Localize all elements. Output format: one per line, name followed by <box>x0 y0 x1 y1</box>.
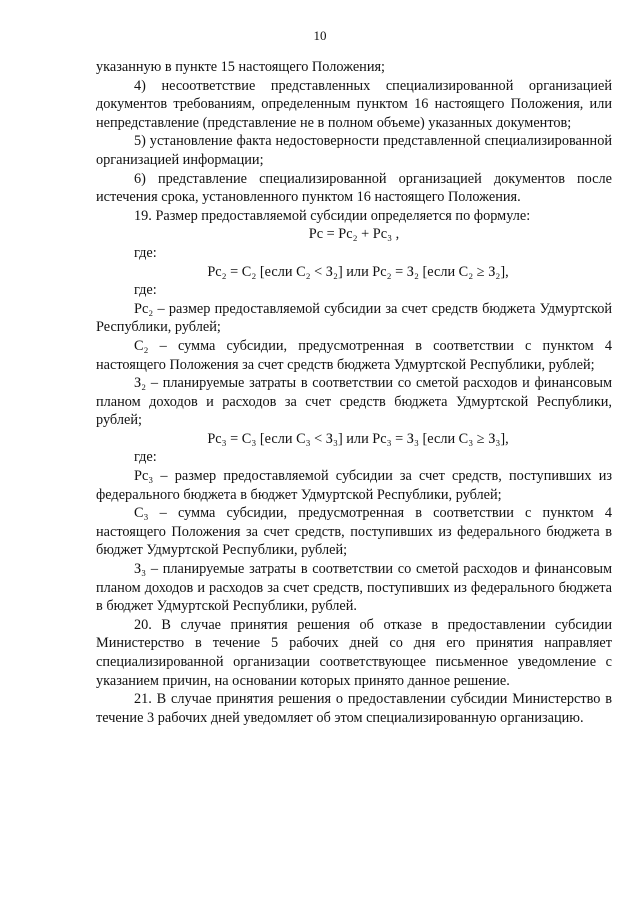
definition-rs2: Рс₂ – размер предоставляемой субсидии за счет средств бюджета Удмуртской Республики, рублей; <box>96 300 612 336</box>
where-label-2: где: <box>134 282 157 299</box>
paragraph-item-6: 6) представление специализированной организацией документов после истечения срока, установленного пунктом 16 настоящего Положения. <box>96 170 612 206</box>
paragraph-item-4: 4) несоответствие представленных специализированной организацией документов требованиям, определенным пунктом 16 настоящего Положения, или непредставление (представление не в полном объеме) указанных документов; <box>96 77 612 131</box>
paragraph-20: 20. В случае принятия решения об отказе в предоставлении субсидии Министерство в течение 5 рабочих дней со дня его принятия направляет специализированной организации соответствующее письменное уведомление с указанием причин, на основании которых принято данное решение. <box>96 616 612 689</box>
definition-rs3: Рс₃ – размер предоставляемой субсидии за счет средств, поступивших из федерального бюджета в бюджет Удмуртской Республики, рублей; <box>96 468 612 503</box>
paragraph-item-5: 5) установление факта недостоверности представленной специализированной организацией информации; <box>96 133 612 168</box>
page-number: 10 <box>313 28 327 43</box>
formula-total-subsidy: Рс = Рс₂ + Рс₃ , <box>308 226 400 243</box>
paragraph-19: 19. Размер предоставляемой субсидии определяется по формуле: <box>134 207 531 224</box>
where-label-1: где: <box>134 244 157 261</box>
definition-z2: З₂ – планируемые затраты в соответствии со сметой расходов и финансовым планом доходов и расходов за счет средств бюджета Удмуртской Республики, рублей; <box>96 375 612 429</box>
definition-c3: С₃ – сумма субсидии, предусмотренная в соответствии с пунктом 4 настоящего Положения за счет средств, поступивших из федерального бюджета в бюджет Удмуртской Республики, рублей; <box>96 505 612 559</box>
definition-z3: З₃ – планируемые затраты в соответствии со сметой расходов и финансовым планом доходов и расходов за счет средств, поступивших из федерального бюджета в бюджет Удмуртской Республики, рублей. <box>96 561 612 615</box>
definition-c2: С₂ – сумма субсидии, предусмотренная в соответствии с пунктом 4 настоящего Положения за счет средств бюджета Удмуртской Республики, рублей; <box>96 337 612 373</box>
paragraph-continuation: указанную в пункте 15 настоящего Положения; <box>96 59 386 75</box>
document-body <box>96 58 612 727</box>
paragraph-21: 21. В случае принятия решения о предоставлении субсидии Министерство в течение 3 рабочих дней уведомляет об этом специализированную организацию. <box>96 691 612 726</box>
where-label-3: где: <box>134 449 157 466</box>
formula-federal-subsidy: Рс₃ = С₃ [если С₃ < З₃] или Рс₃ = З₃ [если С₃ ≥ З₃], <box>207 430 509 447</box>
formula-regional-subsidy: Рс₂ = С₂ [если С₂ < З₂] или Рс₂ = З₂ [если С₂ ≥ З₂], <box>207 263 509 280</box>
